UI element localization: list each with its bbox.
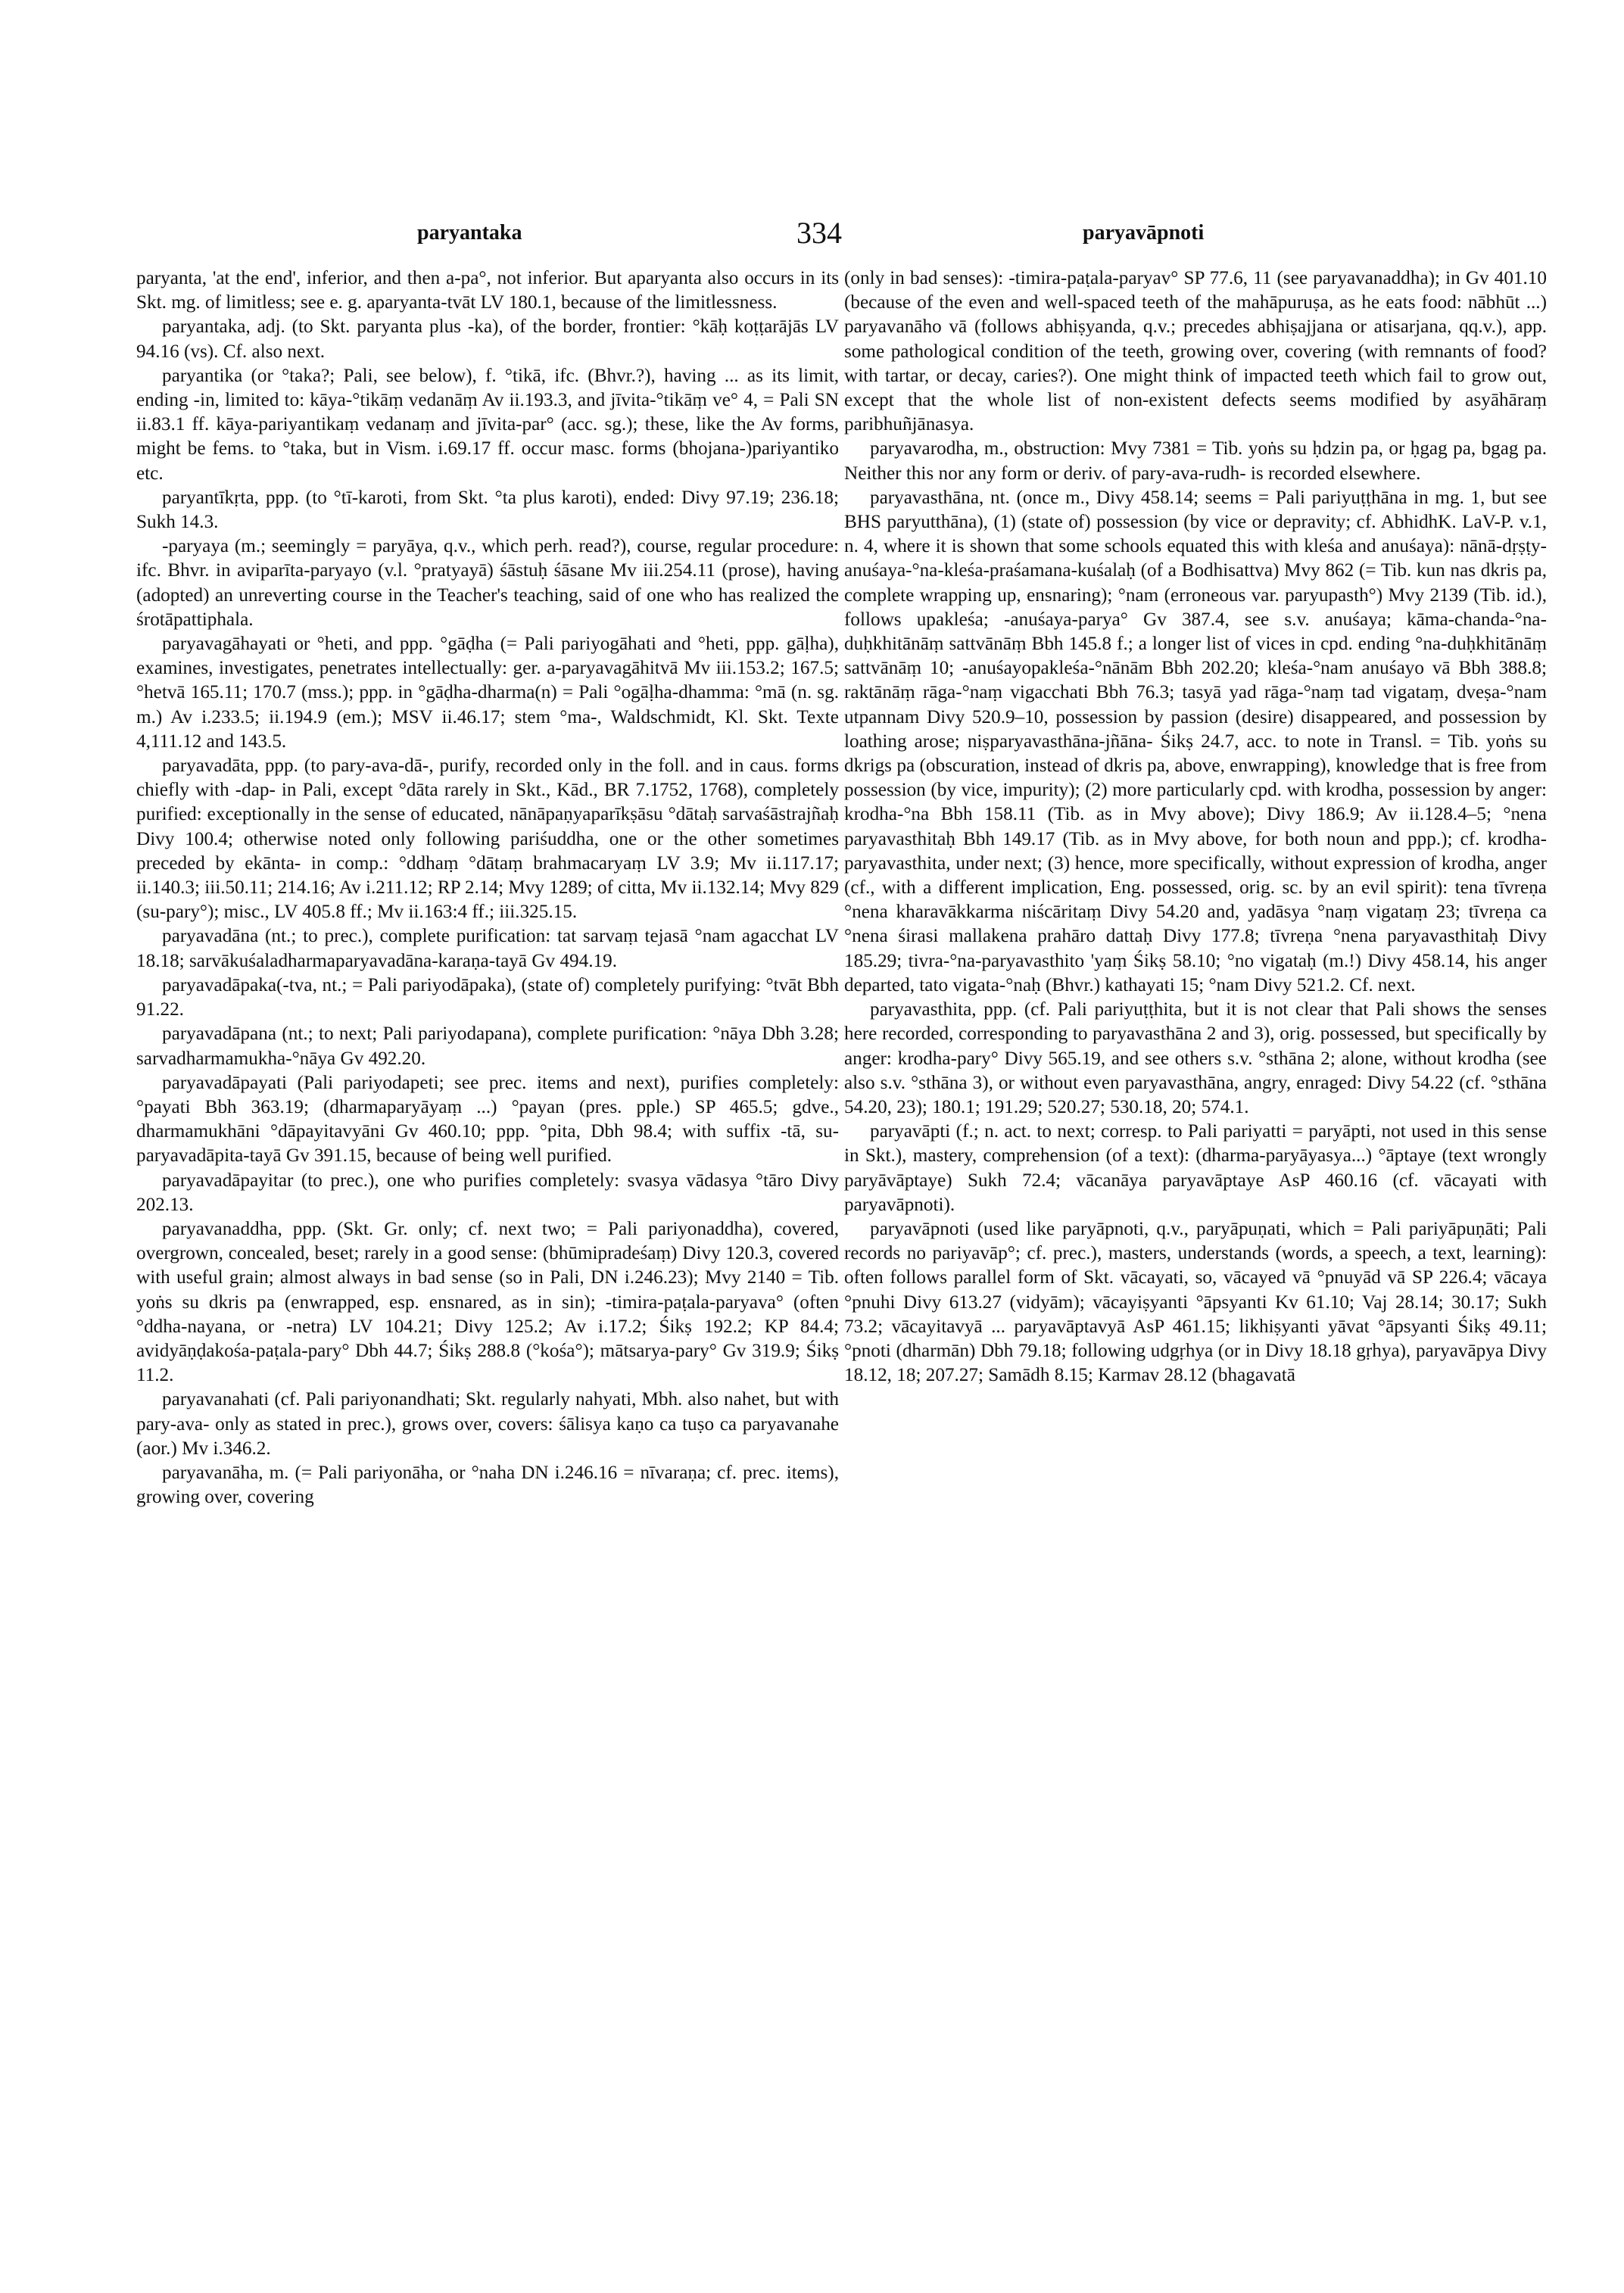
entry-paryavapti: paryavāpti (f.; n. act. to next; corresp. to Pali pariyatti = paryāpti, not used in this sense in Skt.), mastery, comprehension (of a text): (dharma-paryāyasya...) °āptaye (text wrongly paryāvāptaye) Sukh 72.4; vācanāya paryavāptaye AsP 460.16 (cf. vācayati with paryavāpnoti). xyxy=(844,1121,1547,1215)
entry-continuation: (only in bad senses): -timira-paṭala-paryav° SP 77.6, 11 (see paryavanaddha); in Gv 401.10 (because of the even and well-spaced teeth of the mahāpuruṣa, as he eats food: nābhūt ...) paryavanāho vā (follows abhiṣyanda, q.v.; precedes abhiṣajjana or atisarjana, qq.v.), app. some pathological condition of the teeth, growing over, covering (with remnants of food? with tartar, or decay, caries?). One might think of impacted teeth which fail to grow out, except that the whole list of non-existent defects seems modified by asyāhāraṃ paribhuñjānasya. xyxy=(844,268,1547,435)
entry-paryavanaddha: paryavanaddha, ppp. (Skt. Gr. only; cf. next two; = Pali pariyonaddha), covered, overgrown, concealed, beset; rarely in a good sense: (bhūmipradeśaṃ) Divy 120.3, covered with useful grain; almost always in bad sense (so in Pali, DN i.246.23); Mvy 2140 = Tib. yoṅs su dkris pa (enwrapped, esp. ensnared, as in sin); -timira-paṭala-paryava° (often °ddha-nayana, or -netra) LV 104.21; Divy 125.2; Av i.17.2; Śikṣ 192.2; KP 84.4; avidyāṇḍakośa-paṭala-pary° Dbh 44.7; Śikṣ 288.8 (°kośa°); mātsarya-pary° Gv 319.9; Śikṣ 11.2. xyxy=(136,1218,839,1386)
entry-paryavarodha: paryavarodha, m., obstruction: Mvy 7381 = Tib. yoṅs su ḥdzin pa, or ḥgag pa, bgag pa. Neither this nor any form or deriv. of pary-ava-rudh- is recorded elsewhere. xyxy=(844,438,1547,484)
entry-paryavadapaka: paryavadāpaka(-tva, nt.; = Pali pariyodāpaka), (state of) completely purifying: °tvāt Bbh 91.22. xyxy=(136,974,839,1020)
entry-paryantaka: paryantaka, adj. (to Skt. paryanta plus -ka), of the border, frontier: °kāḥ koṭṭarājās LV 94.16 (vs). Cf. also next. xyxy=(136,316,839,362)
entry-paryantikrta: paryantīkṛta, ppp. (to °tī-karoti, from Skt. °ta plus karoti), ended: Divy 97.19; 236.18; Sukh 14.3. xyxy=(136,487,839,533)
right-column xyxy=(844,266,1547,1388)
entry-paryavadapayati: paryavadāpayati (Pali pariyodapeti; see prec. items and next), purifies completely: °payati Bbh 363.19; (dharmaparyāyaṃ ...) °payan (pres. pple.) SP 465.5; gdve., dharmamukhāni °dāpayitavyāni Gv 460.10; ppp. °pita, Dbh 98.4; with suffix -tā, su-paryavadāpita-tayā Gv 391.15, because of being well purified. xyxy=(136,1072,839,1167)
entry-paryavadata: paryavadāta, ppp. (to pary-ava-dā-, purify, recorded only in the foll. and in caus. forms chiefly with -dap- in Pali, except °dāta rarely in Skt., Kād., BR 7.1752, 1768), completely purified: exceptionally in the sense of educated, nānāpaṇyaparīkṣāsu °dātaḥ sarvaśāstrajñaḥ Divy 100.4; otherwise noted only following pariśuddha, one or the other sometimes preceded by ekānta- in comp.: °ddhaṃ °dātaṃ brahmacaryaṃ LV 3.9; Mv ii.117.17; ii.140.3; iii.50.11; 214.16; Av i.211.12; RP 2.14; Mvy 1289; of citta, Mv ii.132.14; Mvy 829 (su-pary°); misc., LV 405.8 ff.; Mv ii.163:4 ff.; iii.325.15. xyxy=(136,756,839,923)
entry-paryantika: paryantika (or °taka?; Pali, see below), f. °tikā, ifc. (Bhvr.?), having ... as its limit, ending -in, limited to: kāya-°tikāṃ vedanāṃ Av ii.193.3, and jīvita-°tikāṃ ve° 4, = Pali SN ii.83.1 ff. kāya-pariyantikaṃ vedanaṃ and jīvita-par° (acc. sg.); these, like the Av forms, might be fems. to °taka, but in Vism. i.69.17 ff. occur masc. forms (bhojana-)pariyantiko etc. xyxy=(136,365,839,484)
entry-paryavasthita: paryavasthita, ppp. (cf. Pali pariyuṭṭhita, but it is not clear that Pali shows the senses here recorded, corresponding to paryavasthāna 2 and 3), orig. possessed, but specifically by anger: krodha-pary° Divy 565.19, and see others s.v. °sthāna 2; alone, without krodha (see also s.v. °sthāna 3), or without even paryavasthāna, angry, enraged: Divy 54.22 (cf. °sthāna 54.20, 23); 180.1; 191.29; 520.27; 530.18, 20; 574.1. xyxy=(844,999,1547,1117)
entry-paryaya: -paryaya (m.; seemingly = paryāya, q.v., which perh. read?), course, regular procedure: ifc. Bhvr. in aviparīta-paryayo (v.l. °pratyayā) śāstuḥ śāsane Mv iii.254.11 (prose), having (adopted) an unreverting course in the Teacher's teaching, said of one who has realized the śrotāpattiphala. xyxy=(136,536,839,630)
entry-paryavadapayitar: paryavadāpayitar (to prec.), one who purifies completely: svasya vādasya °tāro Divy 202.13. xyxy=(136,1170,839,1215)
entry-paryavagahayati: paryavagāhayati or °heti, and ppp. °gāḍha (= Pali pariyogāhati and °heti, ppp. gāḷha), examines, investigates, penetrates intellectually: ger. a-paryavagāhitvā Mv iii.153.2; 167.5; °hetvā 165.11; 170.7 (mss.); ppp. in °gāḍha-dharma(n) = Pali °ogāḷha-dhamma: °mā (n. sg. m.) Av i.233.5; ii.194.9 (em.); MSV ii.46.17; stem °ma-, Waldschmidt, Kl. Skt. Texte 4,111.12 and 143.5. xyxy=(136,634,839,752)
entry-paryavapnoti: paryavāpnoti (used like paryāpnoti, q.v., paryāpuṇati, which = Pali pariyāpuṇāti; Pali records no pariyavāp°; cf. prec.), masters, understands (words, a speech, a text, learning): often follows parallel form of Skt. vācayati, so, vācayed vā °pnuyād vā SP 226.4; vācaya °pnuhi Divy 613.27 (vidyām); vācayiṣyanti °āpsyanti Kv 61.10; Vaj 28.14; 30.17; Sukh 73.2; vācayitavyā ... paryavāptavyā AsP 461.15; likhiṣyanti yāvat °āpsyanti Śikṣ 49.11; °pnoti (dharmān) Dbh 79.18; following udgṛhya (or in Divy 18.18 gṛhya), paryavāpya Divy 18.12, 18; 207.27; Samādh 8.15; Karmav 28.12 (bhagavatā xyxy=(844,1218,1547,1386)
entry-paryavadana: paryavadāna (nt.; to prec.), complete purification: tat sarvaṃ tejasā °nam agacchat LV 18.18; sarvākuśaladharmaparyavadāna-karaṇa-tayā Gv 494.19. xyxy=(136,926,839,971)
left-column xyxy=(136,266,839,1509)
entry-continuation: paryanta, 'at the end', inferior, and then a-pa°, not inferior. But aparyanta also occurs in its Skt. mg. of limitless; see e. g. aparyanta-tvāt LV 180.1, because of the limitlessness. xyxy=(136,268,839,313)
left-running-headword: paryantaka xyxy=(417,221,522,245)
entry-paryavasthana: paryavasthāna, nt. (once m., Divy 458.14; seems = Pali pariyuṭṭhāna in mg. 1, but see BHS paryutthāna), (1) (state of) possession (by vice or depravity; cf. AbhidhK. LaV-P. v.1, n. 4, where it is shown that some schools equated this with kleśa and anuśaya): nānā-dṛṣṭy-anuśaya-°na-kleśa-praśamana-kuśalaḥ (of a Bodhisattva) Mvy 862 (= Tib. kun nas dkris pa, complete wrapping up, ensnaring); °nam (erroneous var. paryupasth°) Mvy 2139 (Tib. id.), follows upakleśa; -anuśaya-parya° Gv 387.4, see s.v. anuśaya; kāma-chanda-°na-duḥkhitānāṃ sattvānāṃ Bbh 145.8 f.; a longer list of vices in cpd. ending °na-duḥkhitānāṃ sattvānāṃ 10; -anuśayopakleśa-°nānām Bbh 202.20; kleśa-°nam anuśayo vā Bbh 388.8; raktānāṃ rāga-°naṃ vigacchati Bbh 76.3; tasyā yad rāga-°naṃ tad vigataṃ, dveṣa-°nam utpannam Divy 520.9–10, possession by passion (desire) disappeared, and possession by loathing arose; niṣparyavasthāna-jñāna- Śikṣ 24.7, acc. to note in Transl. = Tib. yoṅs su dkrigs pa (obscuration, instead of dkris pa, above, enwrapping), knowledge that is free from possession (by vice, impurity); (2) more particularly cpd. with krodha, possession by anger: krodha-°na Bbh 158.11 (Tib. as in Mvy above); Divy 186.9; Av ii.128.4–5; °nena paryavasthitaḥ Bbh 149.17 (Tib. as in Mvy above, for both noun and ppp.); cf. krodha-paryavasthita, under next; (3) hence, more specifically, without expression of krodha, anger (cf., with a different implication, Eng. possessed, orig. sc. by an evil spirit): tena tīvreṇa °nena kharavākkarma niścāritaṃ Divy 54.20 and, yadāsya °naṃ vigataṃ 23; tīvreṇa ca °nena śirasi mallakena prahāro dattaḥ Divy 177.8; tīvreṇa °nena paryavasthitaḥ Divy 185.29; tivra-°na-paryavasthito 'yaṃ Śikṣ 58.10; °no vigataḥ (m.!) Divy 458.14, his anger departed, tato vigata-°naḥ (Bhvr.) kathayati 15; °nam Divy 521.2. Cf. next. xyxy=(844,487,1547,995)
page-header xyxy=(0,216,1624,266)
entry-paryavanaha: paryavanāha, m. (= Pali pariyonāha, or °naha DN i.246.16 = nīvaraṇa; cf. prec. items), growing over, covering xyxy=(136,1462,839,1508)
right-running-headword: paryavāpnoti xyxy=(1083,221,1205,245)
entry-paryavanahati: paryavanahati (cf. Pali pariyonandhati; Skt. regularly nahyati, Mbh. also nahet, but with pary-ava- only as stated in prec.), grows over, covers: śālisya kaṇo ca tuṣo ca paryavanahe (aor.) Mv i.346.2. xyxy=(136,1389,839,1459)
page-number: 334 xyxy=(796,216,842,250)
entry-paryavadapana: paryavadāpana (nt.; to next; Pali pariyodapana), complete purification: °nāya Dbh 3.28; sarvadharmamukha-°nāya Gv 492.20. xyxy=(136,1023,839,1069)
